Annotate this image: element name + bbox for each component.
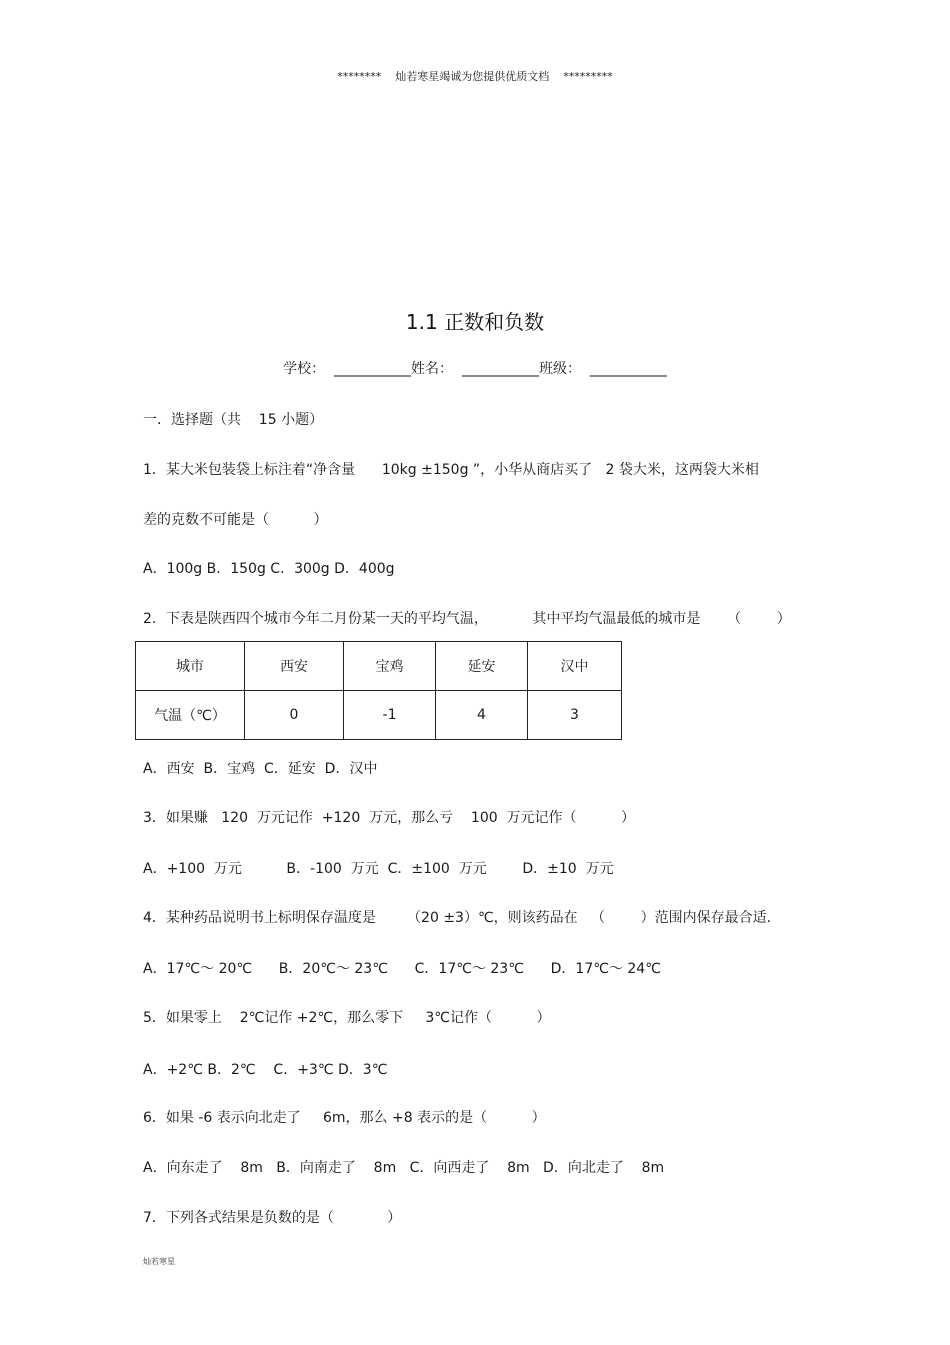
table-cell: 3 (528, 691, 622, 740)
question-1-stem: 1．某大米包装袋上标注着“净含量 10kg ±150g ”，小华从商店买了 2 袋大米，这两袋大米相 (143, 462, 759, 478)
question-4-options: A．17℃～ 20℃ B．20℃～ 23℃ C．17℃～ 23℃ D．17℃～ 24℃ (143, 961, 661, 977)
question-1-stem-cont: 差的克数不可能是（ ） (143, 512, 328, 528)
question-3-stem: 3．如果赚 120 万元记作 +120 万元，那么亏 100 万元记作（ ） (143, 810, 636, 826)
question-4-stem: 4．某种药品说明书上标明保存温度是 （20 ±3）℃，则该药品在 （ ）范围内保存最合适. (143, 910, 772, 926)
table-cell: -1 (344, 691, 436, 740)
page-footer: 灿若寒星 (143, 1257, 175, 1266)
table-header-row (136, 642, 622, 691)
question-6-stem: 6．如果 -6 表示向北走了 6m，那么 +8 表示的是（ ） (143, 1110, 546, 1126)
table-cell: 延安 (436, 642, 528, 691)
document-title: 1.1 正数和负数 (405, 310, 545, 334)
question-6-options: A．向东走了 8m B．向南走了 8m C．向西走了 8m D．向北走了 8m (143, 1160, 665, 1176)
table-cell: 汉中 (528, 642, 622, 691)
table-cell: 宝鸡 (344, 642, 436, 691)
table-cell: 0 (245, 691, 344, 740)
question-2-stem: 2．下表是陕西四个城市今年二月份某一天的平均气温， 其中平均气温最低的城市是 （ ） (143, 611, 791, 627)
question-5-stem: 5．如果零上 2℃记作 +2℃，那么零下 3℃记作（ ） (143, 1010, 551, 1026)
table-cell: 4 (436, 691, 528, 740)
question-7-stem: 7．下列各式结果是负数的是（ ） (143, 1210, 402, 1226)
table-cell: 城市 (136, 642, 245, 691)
table-cell: 气温（℃） (136, 691, 245, 740)
question-2-options: A．西安 B．宝鸡 C．延安 D．汉中 (143, 761, 378, 777)
student-info-line: 学校： ___________姓名： ___________班级： ___________ (283, 361, 667, 377)
table-cell: 西安 (245, 642, 344, 691)
question-3-options: A．+100 万元 B．-100 万元 C．±100 万元 D．±10 万元 (143, 861, 614, 877)
table-row (136, 691, 622, 740)
temperature-table (135, 641, 622, 740)
page-header: ******** 灿若寒星竭诚为您提供优质文档 ********* (337, 70, 613, 83)
question-5-options: A．+2℃ B．2℃ C．+3℃ D．3℃ (143, 1062, 388, 1078)
question-1-options: A．100g B．150g C．300g D．400g (143, 561, 395, 577)
section-heading: 一．选择题（共 15 小题） (143, 412, 324, 428)
